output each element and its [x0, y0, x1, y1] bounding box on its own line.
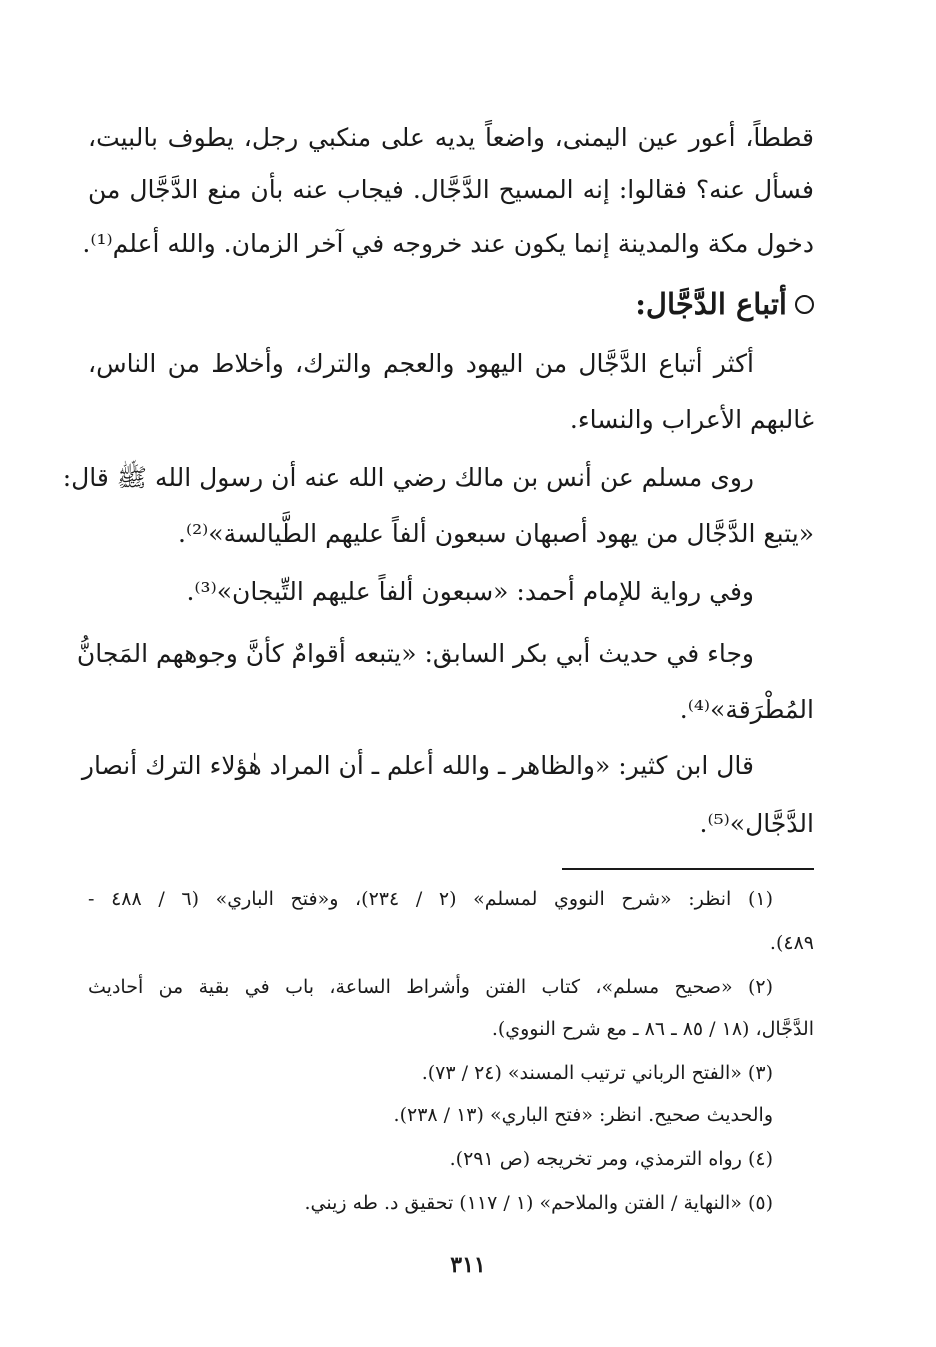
- footnote-1-line-1: (١) انظر: «شرح النووي لمسلم» (٢ / ٢٣٤)، و«فتح الباري» (٦ / ٤٨٨ -: [88, 888, 773, 910]
- footnote-5-line-1: (٥) «النهاية / الفتن والملاحم» (١ / ١١٧) تحقيق د. طه زيني.: [304, 1192, 773, 1214]
- paragraph-1-line-2: غالبهم الأعراب والنساء.: [569, 405, 814, 434]
- intro-line-3: دخول مكة والمدينة إنما يكون عند خروجه في آخر الزمان. والله أعلم⁽¹⁾.: [82, 229, 814, 258]
- footnote-1-line-2: ٤٨٩).: [769, 932, 814, 954]
- paragraph-2-line-2: «يتبع الدَّجَّال من يهود أصبهان سبعون ألفاً عليهم الطَّيالسة»⁽²⁾.: [178, 519, 814, 548]
- page-number: ٣١١: [450, 1252, 486, 1278]
- paragraph-4-line-2: المُطْرَقة»⁽⁴⁾.: [679, 695, 814, 724]
- footnote-2-line-1: (٢) «صحيح مسلم»، كتاب الفتن وأشراط الساعة، باب في بقية من أحاديث: [88, 976, 773, 998]
- section-heading-text: أتباع الدَّجَّال:: [635, 287, 787, 321]
- intro-line-1: قططاً، أعور عين اليمنى، واضعاً يديه على منكبي رجل، يطوف بالبيت،: [88, 123, 814, 152]
- paragraph-5-line-2: الدَّجَّال»⁽⁵⁾.: [699, 809, 814, 838]
- paragraph-3-line-1: وفي رواية للإمام أحمد: «سبعون ألفاً عليهم التِّيجان»⁽³⁾.: [186, 577, 754, 606]
- intro-line-2: فسأل عنه؟ فقالوا: إنه المسيح الدَّجَّال. فيجاب عنه بأن منع الدَّجَّال من: [88, 175, 814, 204]
- footnote-3-line-1: (٣) «الفتح الرباني ترتيب المسند» (٢٤ / ٧٣).: [421, 1062, 773, 1084]
- paragraph-1-line-1: أكثر أتباع الدَّجَّال من اليهود والعجم والترك، وأخلاط من الناس،: [88, 349, 754, 378]
- section-heading: [635, 284, 814, 324]
- footnote-4-line-1: (٤) رواه الترمذي، ومر تخريجه (ص ٢٩١).: [449, 1148, 773, 1170]
- paragraph-4-line-1: وجاء في حديث أبي بكر السابق: «يتبعه أقوامٌ كأنَّ وجوههم المَجانُّ: [76, 639, 754, 668]
- footnote-3-line-2: والحديث صحيح. انظر: «فتح الباري» (١٣ / ٢٣٨).: [393, 1104, 773, 1126]
- footnote-2-line-2: الدَّجَّال، (١٨ / ٨٥ ـ ٨٦ ـ مع شرح النووي).: [491, 1018, 814, 1040]
- paragraph-2-line-1: روى مسلم عن أنس بن مالك رضي الله عنه أن رسول الله ﷺ قال:: [62, 463, 754, 492]
- paragraph-5-line-1: قال ابن كثير: «والظاهر ـ والله أعلم ـ أن المراد هٰؤلاء الترك أنصار: [81, 751, 754, 780]
- footnote-divider: [562, 868, 814, 870]
- circle-bullet-icon: [795, 295, 814, 314]
